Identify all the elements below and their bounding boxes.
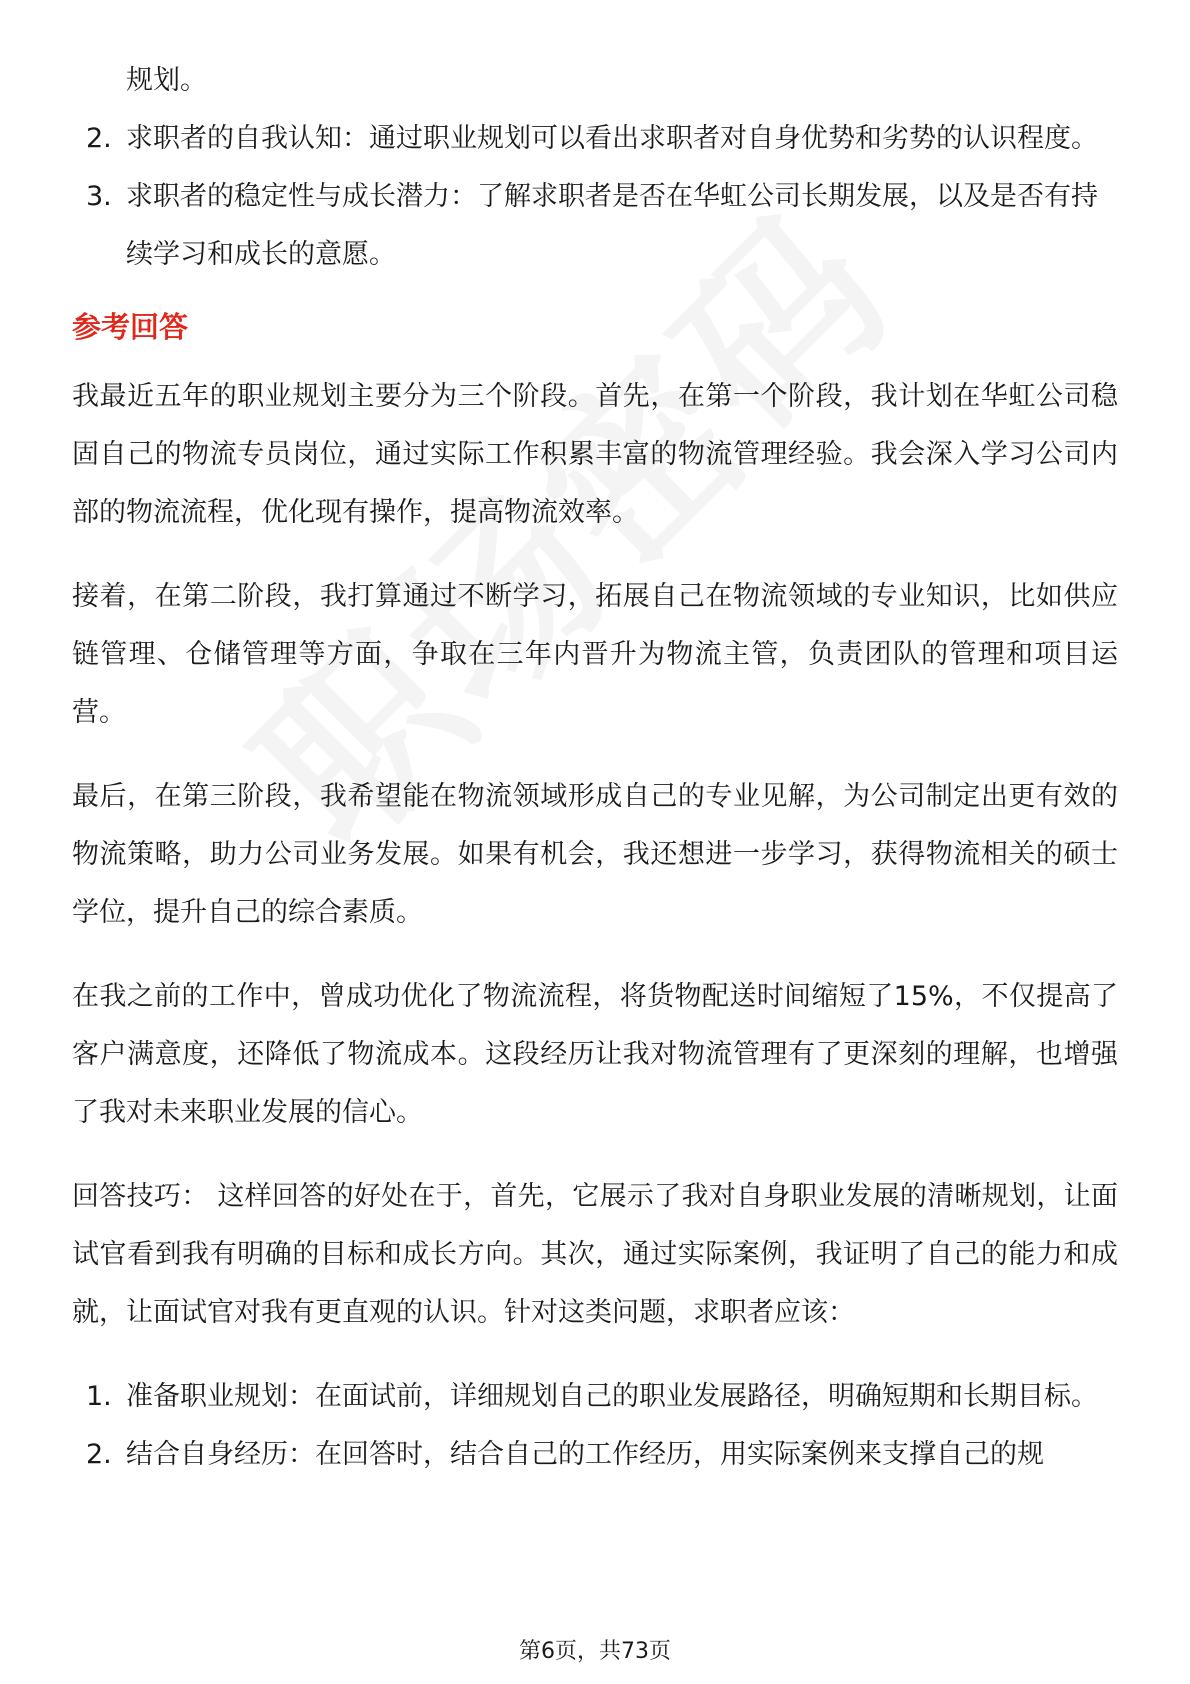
paragraph: 接着，在第二阶段，我打算通过不断学习，拓展自己在物流领域的专业知识，比如供应链管理、仓储管理等方面，争取在三年内晋升为物流主管，负责团队的管理和项目运营。 (72, 581, 1118, 728)
list-item-text: 准备职业规划：在面试前，详细规划自己的职业发展路径，明确短期和长期目标。 (126, 1381, 1098, 1412)
list-item-text: 求职者的自我认知：通过职业规划可以看出求职者对自身优势和劣势的认识程度。 (126, 123, 1098, 154)
paragraph: 我最近五年的职业规划主要分为三个阶段。首先，在第一个阶段，我计划在华虹公司稳固自己的物流专员岗位，通过实际工作积累丰富的物流管理经验。我会深入学习公司内部的物流流程，优化现有操作，提高物流效率。 (72, 381, 1118, 528)
list-number: 3. (86, 181, 112, 212)
paragraph: 最后，在第三阶段，我希望能在物流领域形成自己的专业见解，为公司制定出更有效的物流策略，助力公司业务发展。如果有机会，我还想进一步学习，获得物流相关的硕士学位，提升自己的综合素质。 (72, 781, 1118, 928)
page-content (72, 52, 1118, 1484)
list-number: 2. (86, 123, 112, 154)
criteria-list (72, 110, 1118, 284)
tips-list (72, 1368, 1118, 1484)
list-number: 2. (86, 1439, 112, 1470)
continuation-text: 规划。 (126, 65, 207, 96)
list-item-text: 结合自身经历：在回答时，结合自己的工作经历，用实际案例来支撑自己的规 (126, 1439, 1044, 1470)
list-item (72, 110, 1118, 168)
list-item (72, 1426, 1118, 1484)
paragraph: 回答技巧： 这样回答的好处在于，首先，它展示了我对自身职业发展的清晰规划，让面试官看到我有明确的目标和成长方向。其次，通过实际案例，我证明了自己的能力和成就，让面试官对我有更直观的认识。针对这类问题，求职者应该： (72, 1181, 1118, 1328)
list-item-text: 求职者的稳定性与成长潜力：了解求职者是否在华虹公司长期发展，以及是否有持续学习和成长的意愿。 (126, 181, 1098, 270)
paragraph: 在我之前的工作中，曾成功优化了物流流程，将货物配送时间缩短了15%，不仅提高了客户满意度，还降低了物流成本。这段经历让我对物流管理有了更深刻的理解，也增强了我对未来职业发展的信心。 (72, 981, 1118, 1128)
list-item (72, 1368, 1118, 1426)
list-number: 1. (86, 1381, 112, 1412)
section-heading: 参考回答 (72, 310, 189, 344)
list-item (72, 168, 1118, 284)
page-footer: 第6页，共73页 (519, 1639, 671, 1664)
